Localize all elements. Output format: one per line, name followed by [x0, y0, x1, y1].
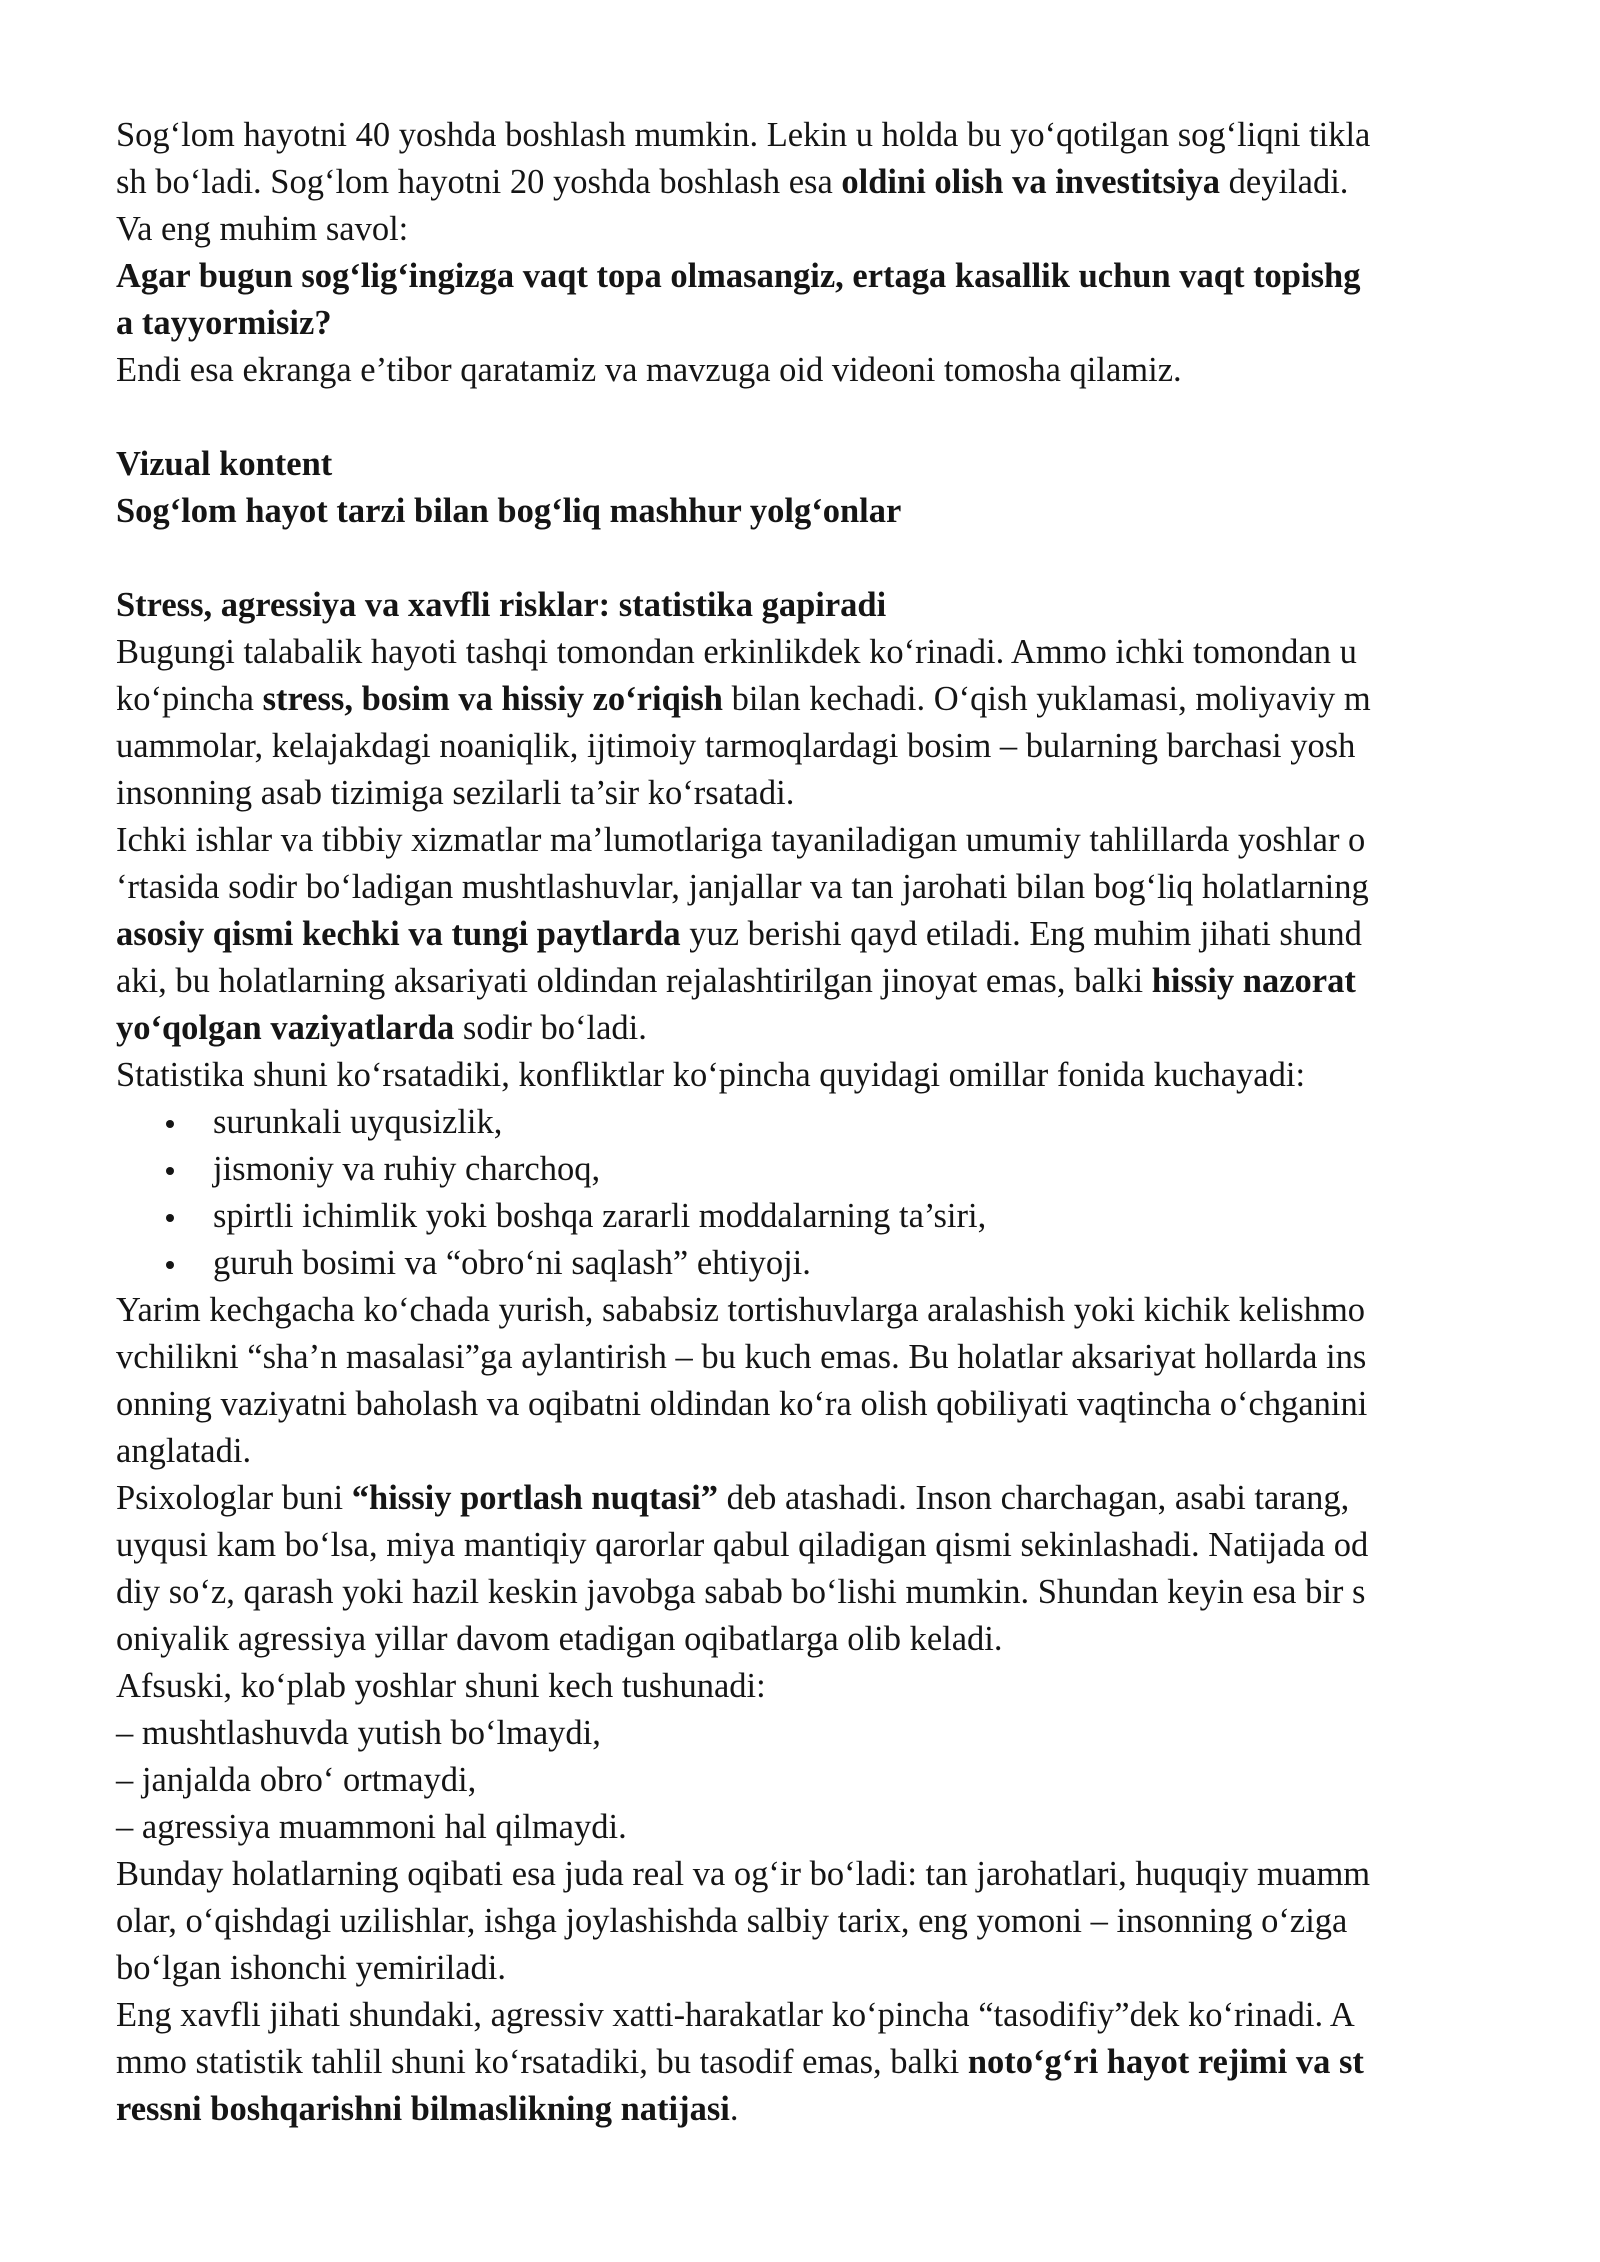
visual-content-heading: Vizual kontent	[116, 445, 333, 483]
text-line	[116, 676, 1501, 723]
video-note: Endi esa ekranga e’tibor qaratamiz va mavzuga oid videoni tomosha qilamiz.	[116, 351, 1182, 389]
text-run: deb atashadi. Inson charchagan, asabi tarang,	[717, 1479, 1350, 1517]
text-run: ko‘pincha	[116, 680, 263, 718]
text-line	[116, 1475, 1501, 1522]
document-page	[116, 112, 1501, 2133]
text-line	[116, 911, 1501, 958]
statistics-paragraph	[116, 817, 1501, 1052]
text-line: uammolar, kelajakdagi noaniqlik, ijtimoiy tarmoqlardagi bosim – bularning barchasi yosh	[116, 727, 1356, 765]
list-item: spirtli ichimlik yoki boshqa zararli moddalarning ta’siri,	[116, 1193, 1501, 1240]
text-run: aki, bu holatlarning aksariyati oldindan rejalashtirilgan jinoyat emas, balki	[116, 962, 1152, 1000]
text-run: Psixologlar buni	[116, 1479, 352, 1517]
text-line: onning vaziyatni baholash va oqibatni oldindan ko‘ra olish qobiliyati vaqtincha o‘chganini	[116, 1385, 1368, 1423]
key-question	[116, 253, 1501, 347]
dash-item: – agressiya muammoni hal qilmaydi.	[116, 1808, 627, 1846]
bold-phrase: ressni boshqarishni bilmaslikning natijasi	[116, 2090, 730, 2128]
text-run: sodir bo‘ladi.	[454, 1009, 647, 1047]
text-line: insonning asab tizimiga sezilarli ta’sir ko‘rsatadi.	[116, 774, 795, 812]
dash-item: – mushtlashuvda yutish bo‘lmaydi,	[116, 1714, 601, 1752]
text-run: bilan kechadi. O‘qish yuklamasi, moliyaviy m	[722, 680, 1371, 718]
text-line: Sog‘lom hayotni 40 yoshda boshlash mumkin. Lekin u holda bu yo‘qotilgan sog‘liqni tikla	[116, 116, 1371, 154]
list-item: guruh bosimi va “obro‘ni saqlash” ehtiyoji.	[116, 1240, 1501, 1287]
text-line: diy so‘z, qarash yoki hazil keskin javobga sabab bo‘lishi mumkin. Shundan keyin esa bir s	[116, 1573, 1366, 1611]
late-realization-paragraph	[116, 1663, 1501, 1851]
question-line: a tayyormisiz?	[116, 304, 332, 342]
factors-list	[116, 1099, 1501, 1287]
bold-phrase: noto‘g‘ri hayot rejimi va st	[967, 2043, 1364, 2081]
text-line: Bunday holatlarning oqibati esa juda real va og‘ir bo‘ladi: tan jarohatlari, huquqiy muamm	[116, 1855, 1371, 1893]
text-line: ‘rtasida sodir bo‘ladigan mushtlashuvlar, janjallar va tan jarohati bilan bog‘liq holatlarning	[116, 868, 1369, 906]
text-line: uyqusi kam bo‘lsa, miya mantiqiy qarorlar qabul qiladigan qismi sekinlashadi. Natijada od	[116, 1526, 1369, 1564]
stress-section-heading: Stress, agressiya va xavfli risklar: statistika gapiradi	[116, 586, 887, 624]
consequences-paragraph	[116, 1851, 1501, 1992]
text-line: Bugungi talabalik hayoti tashqi tomondan erkinlikdek ko‘rinadi. Ammo ichki tomondan u	[116, 633, 1357, 671]
intro-paragraph	[116, 112, 1501, 253]
bold-phrase: oldini olish va investitsiya	[841, 163, 1221, 201]
night-walking-paragraph	[116, 1287, 1501, 1475]
text-line: vchilikni “sha’n masalasi”ga aylantirish – bu kuch emas. Bu holatlar aksariyat hollarda ins	[116, 1338, 1367, 1376]
text-run: sh bo‘ladi. Sog‘lom hayotni 20 yoshda boshlash esa	[116, 163, 842, 201]
text-line: Afsuski, ko‘plab yoshlar shuni kech tushunadi:	[116, 1667, 766, 1705]
psychologists-paragraph	[116, 1475, 1501, 1663]
text-line	[116, 958, 1501, 1005]
text-line: Eng xavfli jihati shundaki, agressiv xatti-harakatlar ko‘pincha “tasodifiy”dek ko‘rinadi. A	[116, 1996, 1355, 2034]
dash-item: – janjalda obro‘ ortmaydi,	[116, 1761, 477, 1799]
text-line: Yarim kechgacha ko‘chada yurish, sababsiz tortishuvlarga aralashish yoki kichik kelishmo	[116, 1291, 1366, 1329]
spacer	[116, 535, 1501, 582]
text-line: olar, o‘qishdagi uzilishlar, ishga joylashishda salbiy tarix, eng yomoni – insonning o‘ziga	[116, 1902, 1348, 1940]
text-run: yuz berishi qayd etiladi. Eng muhim jihati shund	[680, 915, 1362, 953]
factors-intro: Statistika shuni ko‘rsatadiki, konfliktlar ko‘pincha quyidagi omillar fonida kuchayadi:	[116, 1056, 1306, 1094]
text-run: mmo statistik tahlil shuni ko‘rsatadiki, bu tasodif emas, balki	[116, 2043, 968, 2081]
text-line: anglatadi.	[116, 1432, 252, 1470]
text-line	[116, 1005, 1501, 1052]
spacer	[116, 394, 1501, 441]
list-item: surunkali uyqusizlik,	[116, 1099, 1501, 1146]
question-line: Agar bugun sog‘lig‘ingizga vaqt topa olmasangiz, ertaga kasallik uchun vaqt topishg	[116, 257, 1361, 295]
bold-phrase: hissiy nazorat	[1151, 962, 1356, 1000]
text-line	[116, 2086, 1501, 2133]
bold-phrase: yo‘qolgan vaziyatlarda	[116, 1009, 455, 1047]
bold-phrase: “hissiy portlash nuqtasi”	[351, 1479, 718, 1517]
bold-phrase: asosiy qismi kechki va tungi paytlarda	[116, 915, 681, 953]
myths-subheading: Sog‘lom hayot tarzi bilan bog‘liq mashhur yolg‘onlar	[116, 492, 902, 530]
conclusion-paragraph	[116, 1992, 1501, 2133]
bold-phrase: stress, bosim va hissiy zo‘riqish	[262, 680, 723, 718]
text-line	[116, 2039, 1501, 2086]
text-line: Va eng muhim savol:	[116, 210, 409, 248]
text-run: .	[729, 2090, 739, 2128]
text-line: Ichki ishlar va tibbiy xizmatlar ma’lumotlariga tayaniladigan umumiy tahlillarda yoshlar o	[116, 821, 1366, 859]
text-line: bo‘lgan ishonchi yemiriladi.	[116, 1949, 506, 1987]
student-life-paragraph	[116, 629, 1501, 817]
text-line	[116, 159, 1501, 206]
text-run: deyiladi.	[1220, 163, 1349, 201]
text-line: oniyalik agressiya yillar davom etadigan oqibatlarga olib keladi.	[116, 1620, 1003, 1658]
list-item: jismoniy va ruhiy charchoq,	[116, 1146, 1501, 1193]
